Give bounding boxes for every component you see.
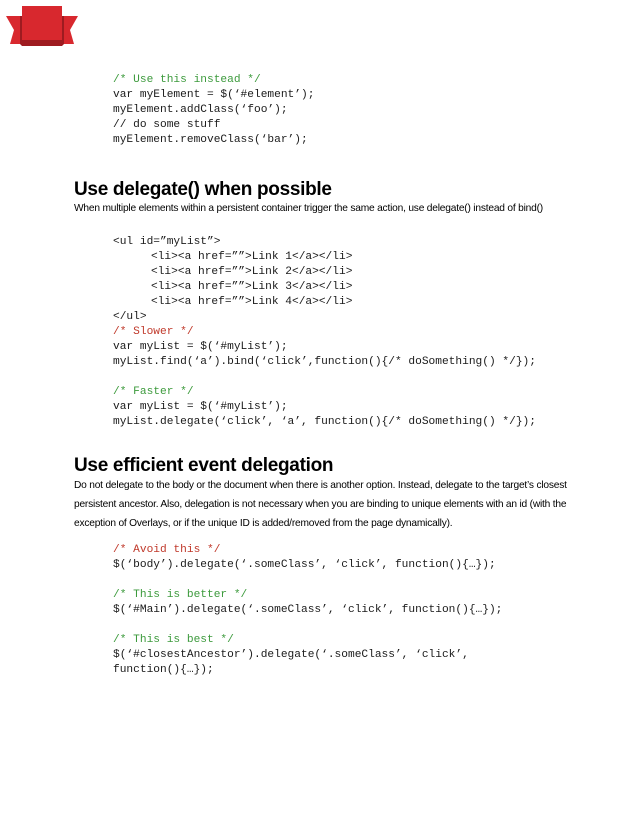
code-line: $(‘#Main’).delegate(‘.someClass’, ‘click’, function(){…}); bbox=[113, 604, 503, 616]
code-line: myElement.addClass(‘foo’); bbox=[113, 104, 288, 116]
code-line bbox=[113, 573, 502, 588]
code-line: $(‘#closestAncestor’).delegate(‘.someClass’, ‘click’, bbox=[113, 649, 469, 661]
code-line: /* Faster */ bbox=[113, 386, 194, 398]
code-block-event-delegation bbox=[113, 543, 502, 678]
code-line: myElement.removeClass(‘bar’); bbox=[113, 134, 308, 146]
code-line: <li><a href=””>Link 4</a></li> bbox=[151, 296, 353, 308]
code-line: /* Use this instead */ bbox=[113, 74, 261, 86]
code-line: myList.find(‘a’).bind(‘click’,function(){/* doSomething() */}); bbox=[113, 356, 536, 368]
section-heading-event-delegation: Use efficient event delegation bbox=[74, 455, 334, 476]
code-line: /* This is best */ bbox=[113, 634, 234, 646]
code-line: var myElement = $(‘#element’); bbox=[113, 89, 315, 101]
code-line: <li><a href=””>Link 1</a></li> bbox=[151, 251, 353, 263]
section-heading-delegate: Use delegate() when possible bbox=[74, 179, 332, 200]
code-line: <li><a href=””>Link 2</a></li> bbox=[151, 266, 353, 278]
code-line: <ul id=”myList”> bbox=[113, 236, 221, 248]
code-line: var myList = $(‘#myList’); bbox=[113, 401, 288, 413]
code-line: <li><a href=””>Link 3</a></li> bbox=[151, 281, 353, 293]
code-line: /* This is better */ bbox=[113, 589, 248, 601]
logo-icon bbox=[6, 4, 78, 50]
code-line: /* Avoid this */ bbox=[113, 544, 221, 556]
code-line: myList.delegate(‘click’, ‘a’, function(){/* doSomething() */}); bbox=[113, 416, 536, 428]
code-line: </ul> bbox=[113, 311, 147, 323]
code-line: var myList = $(‘#myList’); bbox=[113, 341, 288, 353]
section-paragraph-event-delegation: Do not delegate to the body or the document when there is another option. Instead, delegate to the target’s closest persistent ancestor. Also, delegation is not necessary when you are binding to unique elements with an id (with the exception of Overlays, or if the unique ID is added/removed from the page dynamically). bbox=[74, 480, 567, 529]
code-line bbox=[113, 370, 536, 385]
code-line: /* Slower */ bbox=[113, 326, 194, 338]
code-line: // do some stuff bbox=[113, 119, 221, 131]
code-line: function(){…}); bbox=[113, 664, 214, 676]
code-block-delegate bbox=[113, 235, 536, 430]
code-line bbox=[113, 618, 502, 633]
code-block-intro bbox=[113, 73, 314, 148]
code-line: $(‘body’).delegate(‘.someClass’, ‘click’, function(){…}); bbox=[113, 559, 496, 571]
section-paragraph-delegate: When multiple elements within a persistent container trigger the same action, use delegate() instead of bind() bbox=[74, 203, 543, 214]
